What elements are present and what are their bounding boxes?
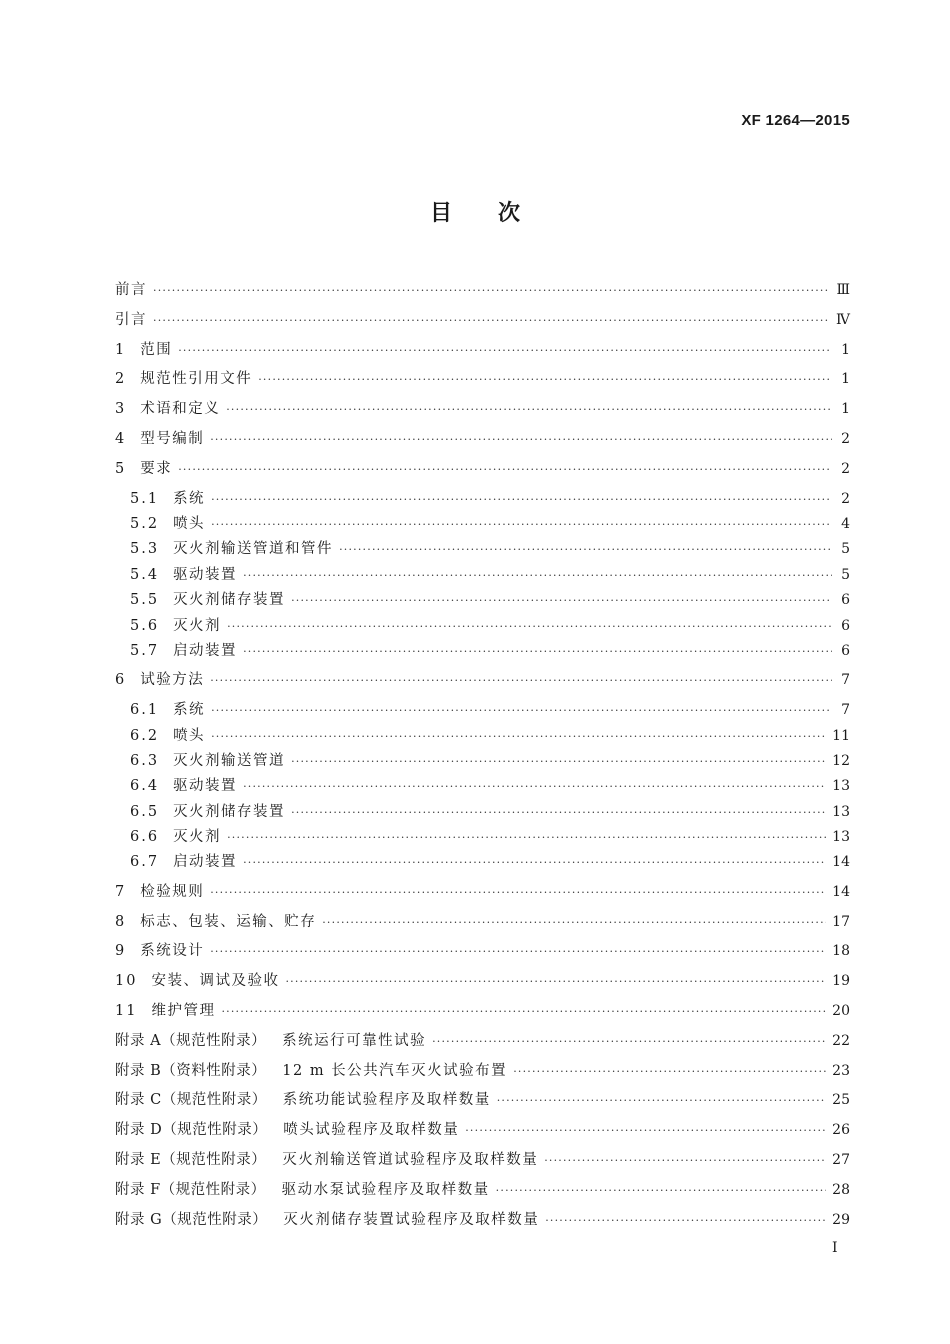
toc-entry-title: 灭火剂 [173, 829, 222, 846]
dot-leader [210, 433, 832, 446]
toc-entry-number: 6.4 [130, 778, 160, 795]
dot-leader [285, 975, 826, 988]
dot-leader [153, 314, 830, 327]
toc-entry[interactable] [115, 487, 850, 512]
toc-entry[interactable] [115, 1208, 850, 1238]
toc-entry-page: 19 [832, 973, 850, 990]
toc-entry[interactable] [115, 749, 850, 774]
toc-entry-page: 22 [832, 1032, 850, 1049]
toc-entry-page: 6 [841, 592, 850, 609]
toc-entry-page: 20 [832, 1003, 850, 1020]
toc-entry-page: 27 [832, 1152, 850, 1169]
toc-entry[interactable] [115, 1088, 850, 1118]
dot-leader [227, 831, 826, 844]
dot-leader [226, 403, 832, 416]
toc-entry-page: Ⅲ [836, 282, 850, 298]
toc-entry-page: 1 [841, 401, 850, 418]
toc-entry-page: 14 [832, 883, 850, 900]
toc-entry-title: 系统设计 [140, 943, 205, 960]
toc-entry-number: 5.2 [130, 515, 160, 532]
toc-entry-title: 试验方法 [140, 672, 205, 689]
toc-entry-title: 系统 [173, 490, 206, 507]
dot-leader [291, 806, 826, 819]
toc-entry-title: 范围 [140, 341, 173, 358]
toc-entry-number: 附录 G（规范性附录） [115, 1211, 268, 1228]
toc-entry-number: 5.5 [130, 592, 160, 609]
toc-entry-number: 5 [115, 460, 127, 477]
toc-entry-number: 5.4 [130, 566, 160, 583]
toc-entry-number: 2 [115, 371, 127, 388]
dot-leader [243, 780, 826, 793]
toc-entry-title: 术语和定义 [140, 401, 221, 418]
dot-leader [291, 755, 826, 768]
dot-leader [432, 1035, 826, 1048]
toc-entry-title: 系统功能试验程序及取样数量 [282, 1092, 491, 1109]
toc-entry-number: 6.3 [130, 752, 160, 769]
toc-entry-page: 18 [832, 943, 850, 960]
toc-entry-number: 附录 A（规范性附录） [115, 1032, 267, 1049]
toc-entry[interactable] [115, 1148, 850, 1178]
toc-entry-title: 驱动装置 [173, 566, 238, 583]
toc-entry-page: 17 [832, 913, 850, 930]
toc-entry-number: 4 [115, 430, 127, 447]
toc-entry-number: 6.2 [130, 727, 160, 744]
dot-leader [210, 945, 826, 958]
toc-entry-page: 12 [832, 752, 850, 769]
toc-entry-title: 12 m 长公共汽车灭火试验布置 [282, 1062, 508, 1079]
dot-leader [211, 518, 832, 531]
dot-leader [513, 1065, 826, 1078]
toc-entry[interactable] [115, 724, 850, 749]
toc-entry-page: 13 [832, 829, 850, 846]
document-code: XF 1264—2015 [741, 112, 850, 129]
toc-entry-page: 28 [832, 1181, 850, 1198]
toc-entry[interactable] [115, 639, 850, 664]
toc-entry[interactable] [115, 850, 850, 875]
toc-entry-page: 1 [841, 371, 850, 388]
toc-entry-page: 6 [841, 642, 850, 659]
toc-entry[interactable] [115, 614, 850, 639]
toc-entry-page: 23 [832, 1062, 850, 1079]
toc-entry-number: 附录 C（规范性附录） [115, 1092, 267, 1109]
toc-entry-title: 要求 [140, 460, 173, 477]
dot-leader [178, 463, 832, 476]
toc-entry[interactable] [115, 457, 850, 487]
toc-entry-number: 5.3 [130, 541, 160, 558]
toc-entry[interactable] [115, 588, 850, 613]
dot-leader [258, 373, 832, 386]
toc-entry-title: 灭火剂储存装置 [173, 592, 286, 609]
toc-entry-title: 喷头 [173, 727, 206, 744]
dot-leader [291, 594, 832, 607]
dot-leader [322, 916, 826, 929]
toc-entry-page: 29 [832, 1211, 850, 1228]
page-title: 目次 [429, 201, 566, 226]
toc-entry-title: 安装、调试及验收 [151, 973, 280, 990]
toc-entry[interactable] [115, 1178, 850, 1208]
dot-leader [544, 1154, 826, 1167]
toc-entry-number: 6.6 [130, 829, 160, 846]
dot-leader [339, 543, 832, 556]
dot-leader [465, 1124, 826, 1137]
toc-entry[interactable] [115, 537, 850, 562]
toc-entry-title: 驱动水泵试验程序及取样数量 [281, 1181, 490, 1198]
dot-leader [545, 1214, 826, 1227]
toc-entry[interactable] [115, 308, 850, 338]
toc-entry-number: 附录 E（规范性附录） [115, 1152, 267, 1169]
dot-leader [210, 674, 832, 687]
toc-entry-page: 7 [841, 702, 850, 719]
toc-entry[interactable] [115, 397, 850, 427]
toc-entry-number: 6.7 [130, 854, 160, 871]
toc-entry[interactable] [115, 1029, 850, 1059]
toc-entry[interactable] [115, 939, 850, 969]
dot-leader [211, 704, 832, 717]
toc-entry[interactable] [115, 563, 850, 588]
toc-entry-title: 标志、包装、运输、贮存 [140, 913, 317, 930]
toc-entry-title: 规范性引用文件 [140, 371, 253, 388]
dot-leader [210, 886, 826, 899]
toc-entry[interactable] [115, 800, 850, 825]
toc-entry-page: 7 [841, 672, 850, 689]
toc-entry[interactable] [115, 910, 850, 940]
page-number: Ⅰ [832, 1240, 838, 1256]
toc-entry-number: 附录 D（规范性附录） [115, 1122, 268, 1139]
toc-entry-title: 喷头试验程序及取样数量 [283, 1122, 460, 1139]
toc-entry[interactable] [115, 512, 850, 537]
toc-entry-title: 灭火剂储存装置试验程序及取样数量 [283, 1211, 540, 1228]
toc-entry-page: 25 [832, 1092, 850, 1109]
toc-entry-number: 3 [115, 401, 127, 418]
toc-entry-page: 5 [841, 541, 850, 558]
toc-entry-number: 10 [115, 973, 138, 990]
dot-leader [211, 493, 832, 506]
toc-entry-page: 26 [832, 1122, 850, 1139]
dot-leader [153, 284, 830, 297]
toc-entry-number: 7 [115, 883, 127, 900]
toc-entry-page: 13 [832, 803, 850, 820]
toc-entry-number: 8 [115, 913, 127, 930]
toc-entry-page: 6 [841, 617, 850, 634]
toc-entry-page: 5 [841, 566, 850, 583]
toc-entry-page: 1 [841, 341, 850, 358]
toc-entry[interactable] [115, 427, 850, 457]
toc-entry-title: 灭火剂 [173, 617, 222, 634]
dot-leader [243, 645, 832, 658]
toc-entry[interactable] [115, 999, 850, 1029]
toc-entry-page: 14 [832, 854, 850, 871]
toc-entry-title: 维护管理 [151, 1003, 216, 1020]
toc-entry-number: 5.6 [130, 617, 160, 634]
toc-entry-page: 2 [841, 490, 850, 507]
toc-entry-page: 11 [832, 727, 850, 744]
toc-entry-number: 9 [115, 943, 127, 960]
toc-entry-number: 11 [115, 1003, 138, 1020]
toc-entry-number: 6.1 [130, 702, 160, 719]
toc-entry-title: 驱动装置 [173, 778, 238, 795]
toc-entry[interactable] [115, 1118, 850, 1148]
dot-leader [178, 344, 832, 357]
toc-entry-title: 系统 [173, 702, 206, 719]
table-of-contents [115, 278, 850, 1237]
toc-entry[interactable] [115, 338, 850, 368]
toc-entry-number: 附录 F（规范性附录） [115, 1181, 266, 1198]
toc-entry-title: 喷头 [173, 515, 206, 532]
dot-leader [211, 730, 826, 743]
toc-entry-number: 附录 B（资料性附录） [115, 1062, 267, 1079]
toc-entry-number: 5.1 [130, 490, 160, 507]
toc-entry-number: 1 [115, 341, 127, 358]
toc-entry[interactable] [115, 774, 850, 799]
toc-entry-title: 前言 [115, 282, 147, 298]
toc-entry-page: 2 [841, 460, 850, 477]
dot-leader [243, 856, 826, 869]
dot-leader [497, 1094, 826, 1107]
toc-entry-title: 灭火剂输送管道 [173, 752, 286, 769]
toc-entry[interactable] [115, 969, 850, 999]
toc-entry-title: 检验规则 [140, 883, 205, 900]
dot-leader [243, 569, 832, 582]
toc-entry-title: 启动装置 [173, 642, 238, 659]
toc-entry-page: Ⅳ [836, 311, 850, 328]
toc-entry-title: 启动装置 [173, 854, 238, 871]
toc-entry-title: 型号编制 [140, 430, 205, 447]
toc-entry[interactable] [115, 278, 850, 308]
toc-entry[interactable] [115, 698, 850, 723]
dot-leader [221, 1005, 826, 1018]
toc-entry-title: 引言 [115, 311, 147, 328]
toc-entry-number: 6 [115, 672, 127, 689]
toc-entry[interactable] [115, 880, 850, 910]
toc-entry-title: 灭火剂输送管道和管件 [173, 541, 334, 558]
toc-entry-number: 5.7 [130, 642, 160, 659]
toc-entry-page: 2 [841, 430, 850, 447]
toc-entry[interactable] [115, 668, 850, 698]
toc-entry-page: 4 [841, 515, 850, 532]
toc-entry-title: 系统运行可靠性试验 [282, 1032, 427, 1049]
toc-entry[interactable] [115, 1059, 850, 1089]
dot-leader [496, 1184, 827, 1197]
toc-entry-number: 6.5 [130, 803, 160, 820]
dot-leader [227, 620, 832, 633]
toc-entry[interactable] [115, 367, 850, 397]
toc-entry-title: 灭火剂输送管道试验程序及取样数量 [282, 1152, 539, 1169]
toc-entry[interactable] [115, 825, 850, 850]
toc-entry-page: 13 [832, 778, 850, 795]
toc-entry-title: 灭火剂储存装置 [173, 803, 286, 820]
